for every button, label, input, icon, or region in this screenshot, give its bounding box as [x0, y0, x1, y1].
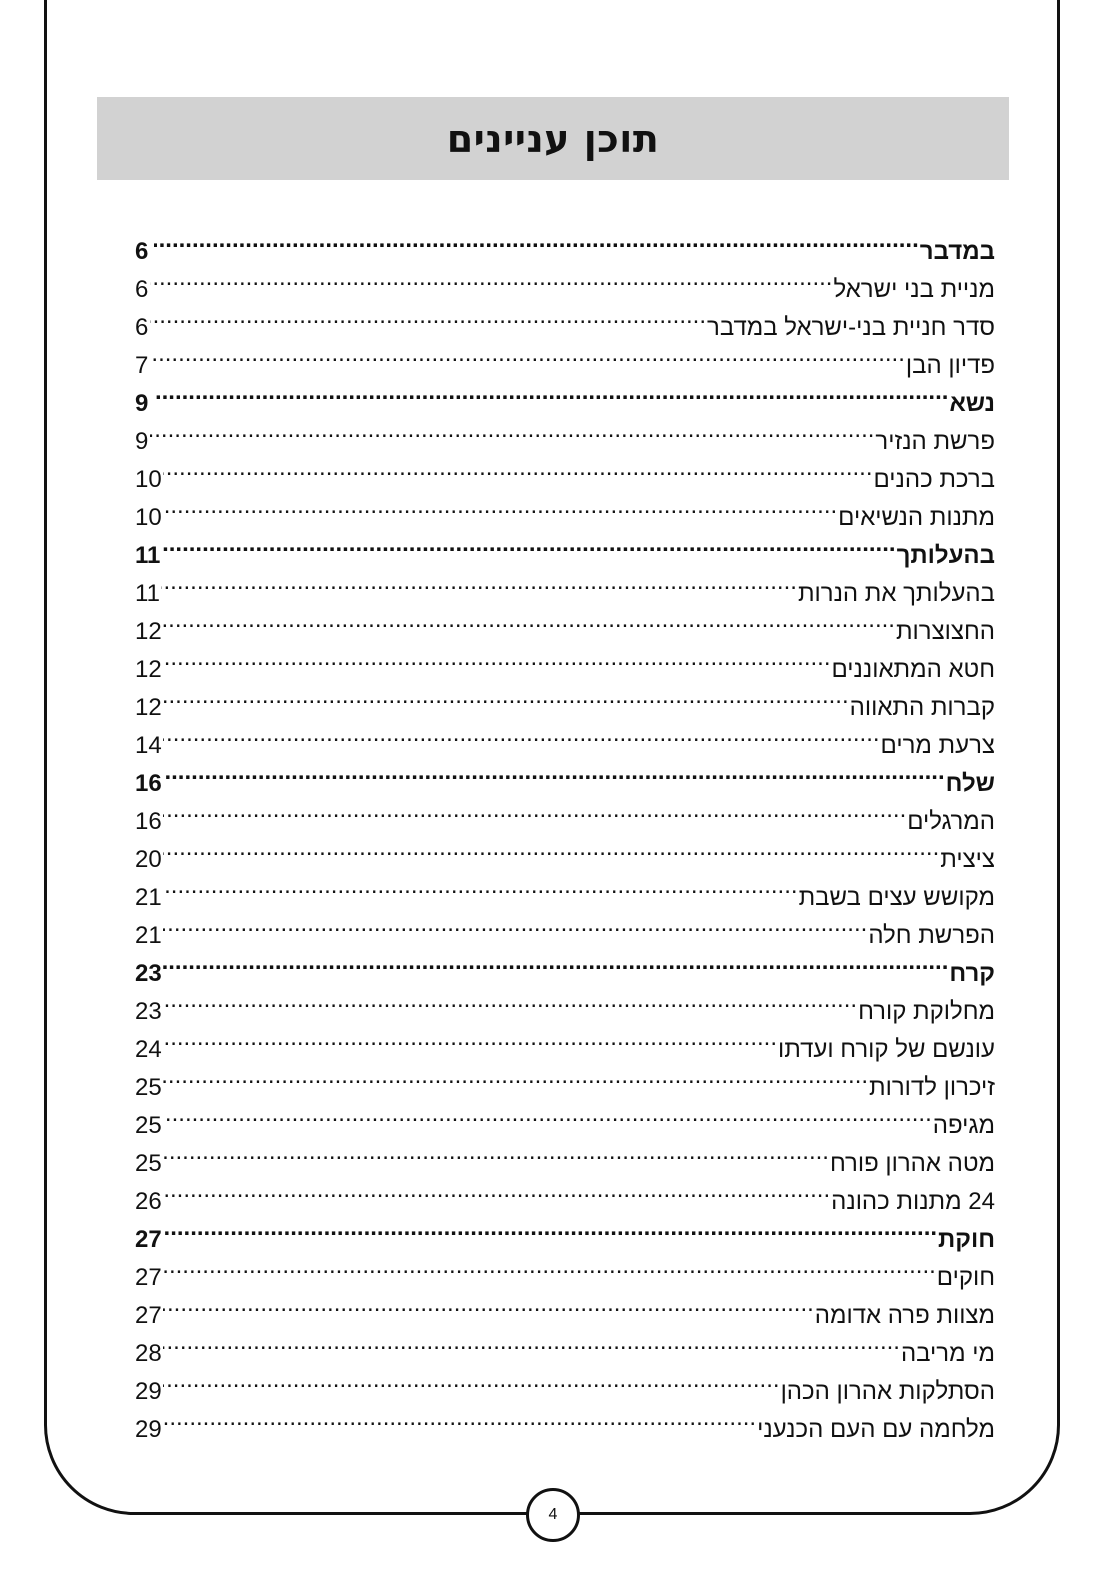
- toc-entry[interactable]: [135, 1095, 995, 1139]
- dot-leader: [163, 905, 868, 943]
- toc-entry-page-number: 29: [135, 1378, 162, 1405]
- dot-leader: [163, 867, 798, 905]
- toc-entry-page-number: 12: [135, 656, 162, 683]
- toc-entry-title: שלח: [945, 770, 995, 797]
- toc-entry-title: מטה אהרון פורח: [829, 1150, 995, 1177]
- toc-entry-title: מצוות פרה אדומה: [814, 1302, 995, 1329]
- toc-entry[interactable]: [135, 259, 995, 303]
- toc-entry-title: סדר חניית בני-ישראל במדבר: [707, 314, 995, 341]
- page-title: תוכן עניינים: [446, 116, 660, 161]
- dot-leader: [163, 1361, 780, 1399]
- dot-leader: [163, 829, 940, 867]
- dot-leader: [163, 1019, 777, 1057]
- toc-entry[interactable]: [135, 487, 995, 531]
- dot-leader: [163, 1057, 868, 1095]
- toc-entry-page-number: 11: [135, 580, 160, 607]
- toc-entry-page-number: 6: [135, 276, 149, 303]
- dot-leader: [163, 943, 949, 981]
- toc-entry[interactable]: [135, 1247, 995, 1291]
- toc-entry-title: נשא: [949, 390, 995, 417]
- toc-entry-page-number: 21: [135, 884, 162, 911]
- page-number-badge: [526, 1488, 580, 1542]
- toc-entry[interactable]: [135, 411, 995, 455]
- dot-leader: [154, 373, 948, 411]
- dot-leader: [163, 1285, 814, 1323]
- toc-entry-page-number: 27: [135, 1264, 162, 1291]
- toc-chapter-entry[interactable]: [135, 1209, 995, 1253]
- toc-entry-title: קרח: [949, 960, 995, 987]
- toc-entry-title: הפרשת חלה: [868, 922, 995, 949]
- toc-entry[interactable]: [135, 563, 995, 607]
- toc-entry-page-number: 26: [135, 1188, 162, 1215]
- dot-leader: [163, 1247, 936, 1285]
- toc-entry-title: מניית בני ישראל: [833, 276, 995, 303]
- dot-leader: [163, 1209, 937, 1247]
- toc-entry-title: חוקת: [938, 1226, 995, 1253]
- toc-entry-page-number: 12: [135, 694, 162, 721]
- toc-entry[interactable]: [135, 449, 995, 493]
- dot-leader: [163, 1323, 900, 1361]
- toc-entry-page-number: 28: [135, 1340, 162, 1367]
- dot-leader: [163, 601, 895, 639]
- toc-entry-page-number: 25: [135, 1074, 162, 1101]
- toc-entry[interactable]: [135, 981, 995, 1025]
- toc-entry-page-number: 14: [135, 732, 162, 759]
- toc-entry-page-number: 25: [135, 1112, 162, 1139]
- toc-entry-page-number: 16: [135, 808, 162, 835]
- toc-entry[interactable]: [135, 1323, 995, 1367]
- dot-leader: [163, 677, 849, 715]
- table-of-contents: [135, 221, 995, 1443]
- toc-entry-page-number: 25: [135, 1150, 162, 1177]
- toc-entry-page-number: 9: [135, 390, 149, 417]
- toc-entry-title: הסתלקות אהרון הכהן: [780, 1378, 995, 1405]
- dot-leader: [163, 791, 907, 829]
- toc-chapter-entry[interactable]: [135, 943, 995, 987]
- toc-entry[interactable]: [135, 905, 995, 949]
- toc-entry[interactable]: [135, 1133, 995, 1177]
- toc-entry-title: מקושש עצים בשבת: [798, 884, 995, 911]
- toc-entry-title: צרעת מרים: [880, 732, 995, 759]
- toc-entry-title: עונשם של קורח ועדתו: [778, 1036, 995, 1063]
- toc-entry-title: מתנות הנשיאים: [838, 504, 995, 531]
- dot-leader: [163, 639, 831, 677]
- toc-entry[interactable]: [135, 639, 995, 683]
- dot-leader: [163, 1171, 830, 1209]
- toc-entry[interactable]: [135, 335, 995, 379]
- toc-entry-page-number: 11: [135, 542, 161, 569]
- toc-entry[interactable]: [135, 829, 995, 873]
- toc-entry-page-number: 7: [135, 352, 149, 379]
- toc-entry-page-number: 12: [135, 618, 162, 645]
- dot-leader: [163, 1095, 932, 1133]
- toc-entry-title: המרגלים: [907, 808, 995, 835]
- toc-entry-page-number: 27: [135, 1226, 162, 1253]
- toc-entry-page-number: 10: [135, 504, 162, 531]
- toc-entry[interactable]: [135, 1057, 995, 1101]
- toc-entry[interactable]: [135, 1285, 995, 1329]
- toc-entry-title: ציצית: [940, 846, 995, 873]
- toc-entry[interactable]: [135, 867, 995, 911]
- page-number: 4: [548, 1506, 558, 1523]
- toc-entry-page-number: 23: [135, 960, 162, 987]
- toc-entry-page-number: 20: [135, 846, 162, 873]
- dot-leader: [163, 753, 945, 791]
- toc-entry-title: בהעלותך את הנרות: [797, 580, 995, 607]
- toc-entry-title: 24 מתנות כהונה: [831, 1188, 995, 1215]
- toc-entry-title: חוקים: [936, 1264, 995, 1291]
- dot-leader: [163, 1133, 829, 1171]
- toc-chapter-entry[interactable]: [135, 373, 995, 417]
- toc-entry-page-number: 21: [135, 922, 162, 949]
- toc-entry-page-number: 9: [135, 428, 149, 455]
- dot-leader: [154, 221, 919, 259]
- toc-entry-page-number: 16: [135, 770, 162, 797]
- toc-entry-title: ברכת כהנים: [873, 466, 995, 493]
- toc-entry[interactable]: [135, 1361, 995, 1405]
- toc-entry-title: החצוצרות: [895, 618, 995, 645]
- toc-chapter-entry[interactable]: [135, 221, 995, 265]
- toc-entry-title: מלחמה עם העם הכנעני: [757, 1416, 995, 1443]
- dot-leader: [150, 335, 905, 373]
- title-banner: [97, 97, 1009, 180]
- dot-leader: [163, 487, 837, 525]
- toc-chapter-entry[interactable]: [135, 525, 995, 569]
- dot-leader: [163, 449, 873, 487]
- dot-leader: [163, 1399, 756, 1437]
- dot-leader: [150, 259, 832, 297]
- toc-entry[interactable]: [135, 601, 995, 645]
- toc-entry-title: פדיון הבן: [905, 352, 995, 379]
- toc-entry-title: במדבר: [919, 238, 995, 265]
- toc-entry-title: פרשת הנזיר: [875, 428, 995, 455]
- dot-leader: [150, 411, 874, 449]
- toc-entry-page-number: 27: [135, 1302, 162, 1329]
- toc-chapter-entry[interactable]: [135, 753, 995, 797]
- toc-entry-page-number: 10: [135, 466, 162, 493]
- toc-entry-title: קברות התאווה: [849, 694, 995, 721]
- toc-entry-title: מחלוקת קורח: [858, 998, 995, 1025]
- dot-leader: [163, 981, 857, 1019]
- toc-entry-title: מי מריבה: [900, 1340, 995, 1367]
- toc-entry-page-number: 6: [135, 314, 149, 341]
- toc-entry-title: זיכרון לדורות: [869, 1074, 995, 1101]
- dot-leader: [161, 525, 895, 563]
- dot-leader: [163, 715, 880, 753]
- toc-entry-title: מגיפה: [932, 1112, 995, 1139]
- toc-entry-page-number: 6: [135, 238, 149, 265]
- dot-leader: [150, 297, 706, 335]
- toc-entry-title: חטא המתאוננים: [831, 656, 995, 683]
- toc-entry[interactable]: [135, 715, 995, 759]
- toc-entry-page-number: 29: [135, 1416, 162, 1443]
- toc-entry-page-number: 24: [135, 1036, 162, 1063]
- toc-entry[interactable]: [135, 791, 995, 835]
- toc-entry-title: בהעלותך: [896, 542, 995, 569]
- dot-leader: [161, 563, 797, 601]
- toc-entry-page-number: 23: [135, 998, 162, 1025]
